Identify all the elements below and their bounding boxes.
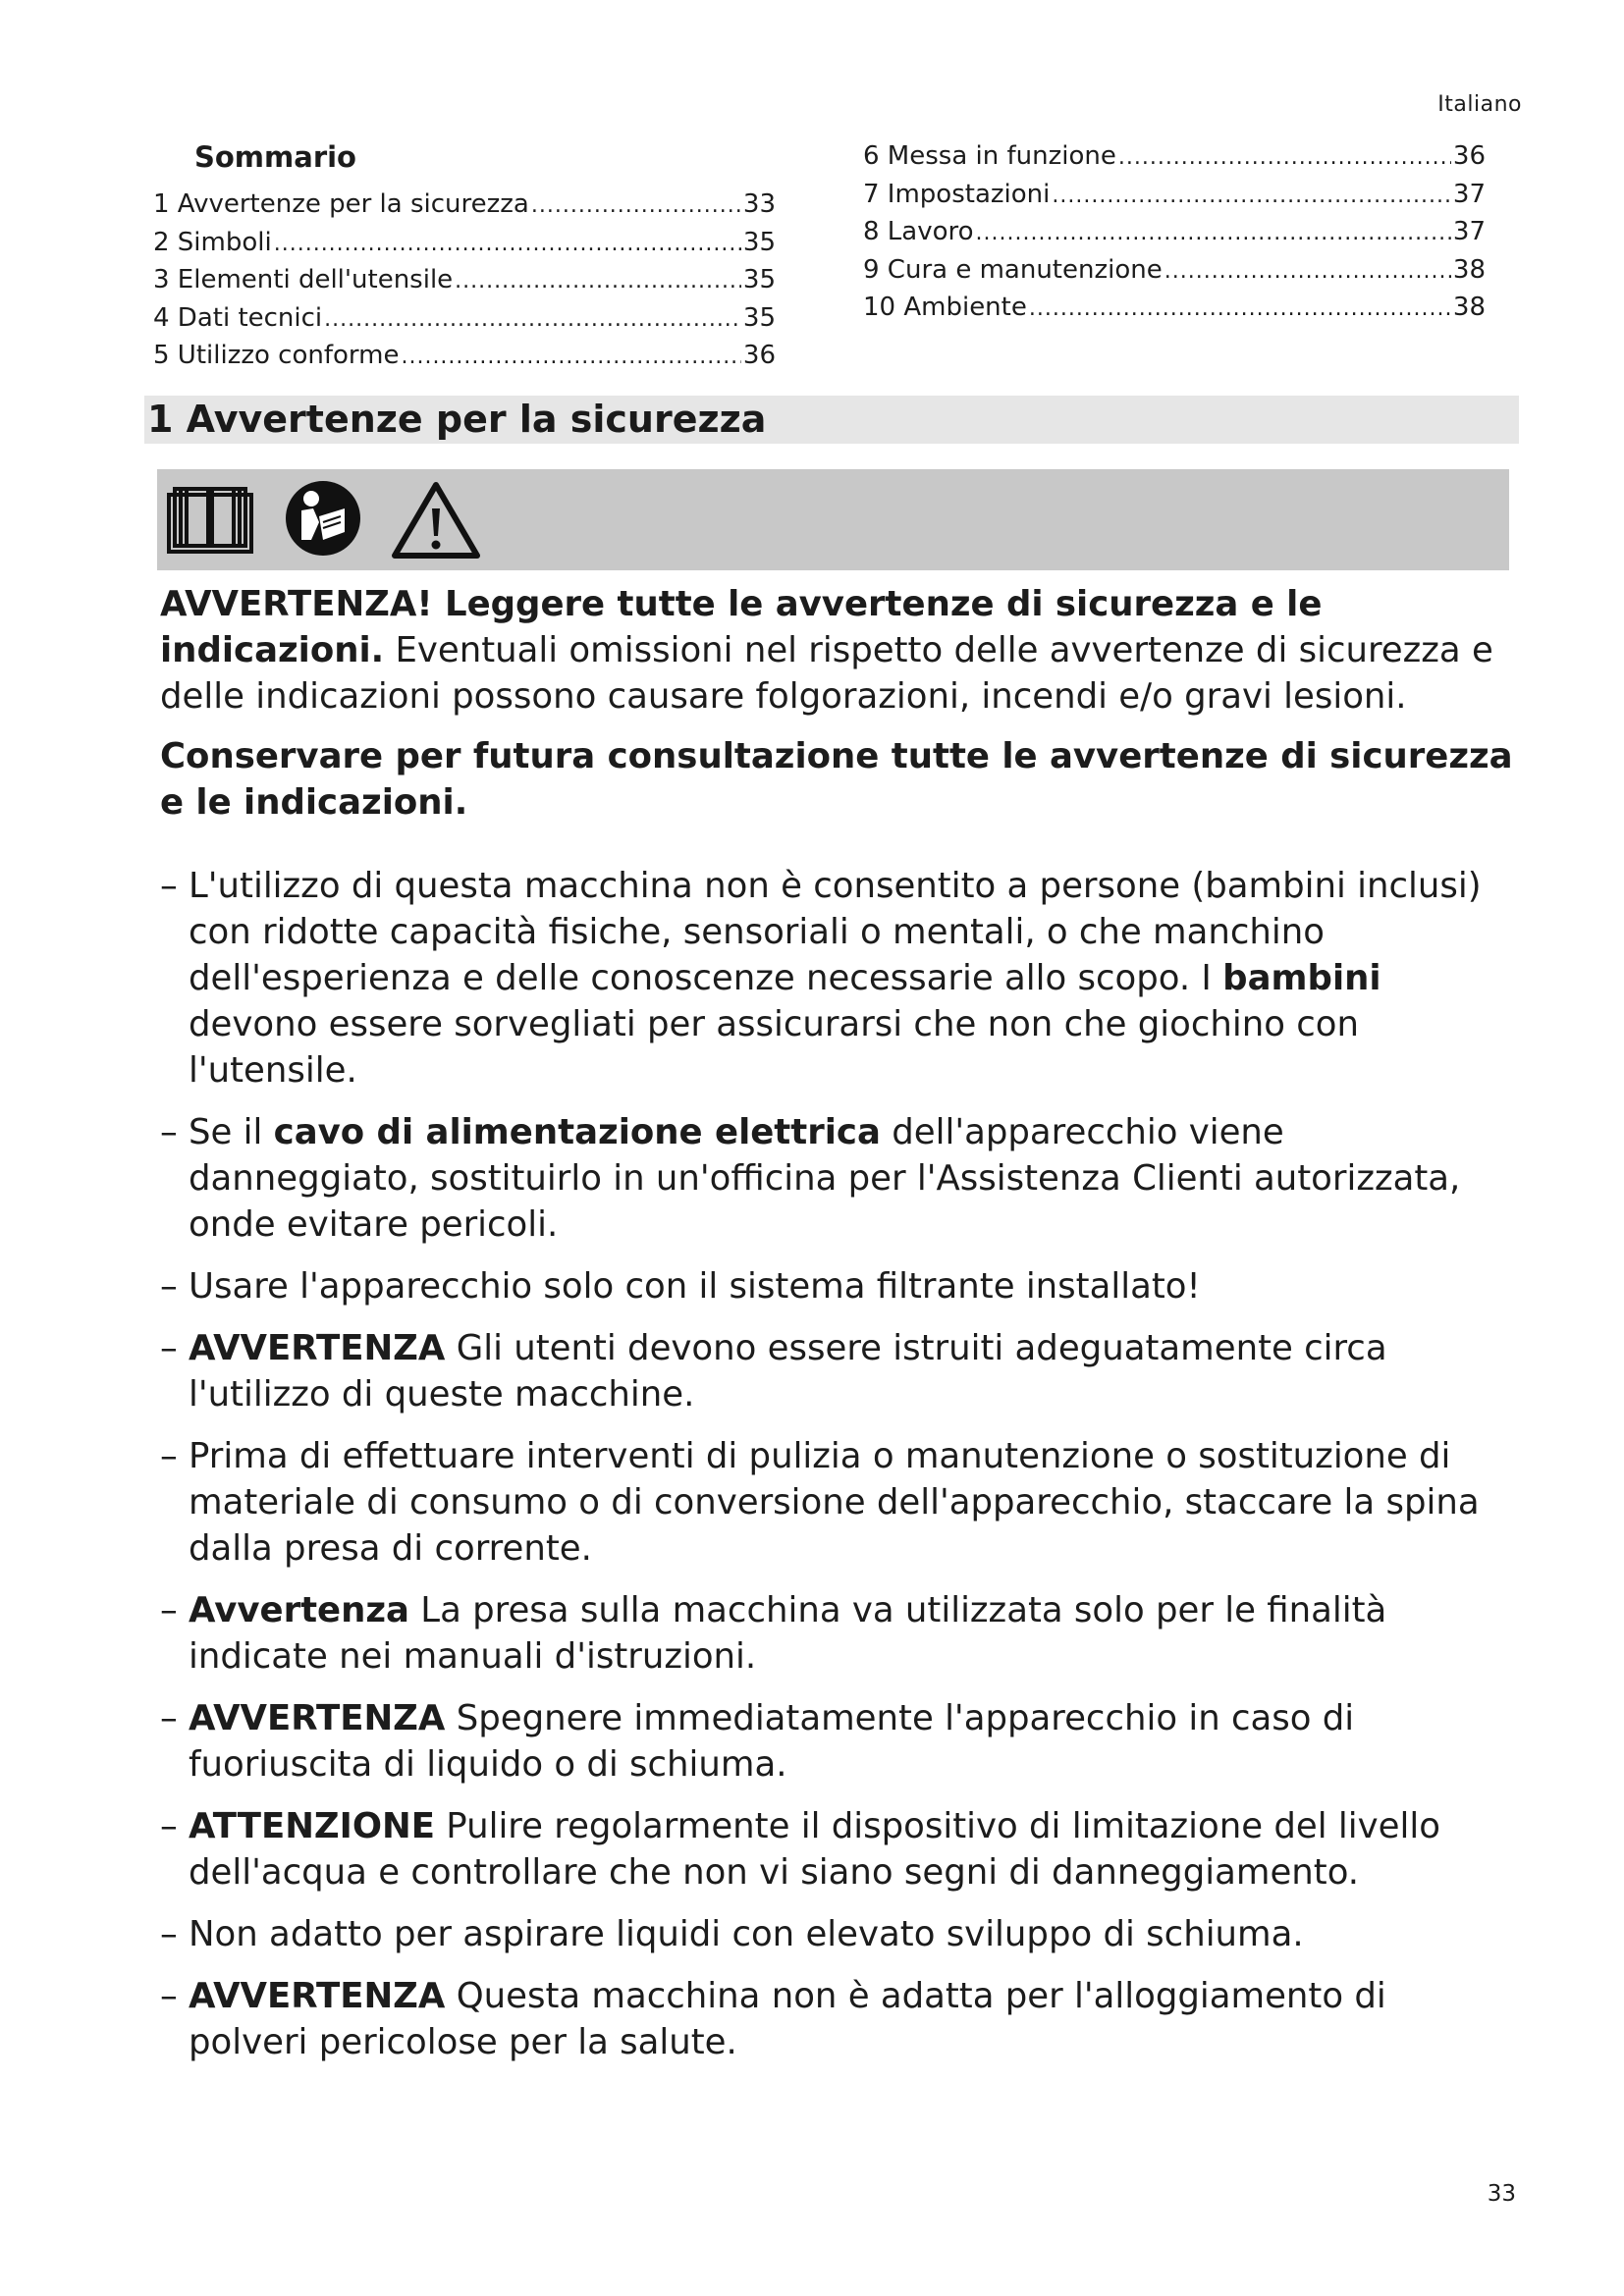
bullet-text: Gli utenti devono essere istruiti adeguatamente circa l'utilizzo di queste macchine.: [189, 1328, 1387, 1415]
toc-entry[interactable]: [153, 338, 776, 376]
safety-bullet-list: [160, 863, 1515, 2065]
bullet-emphasis: ATTENZIONE: [189, 1806, 436, 1846]
toc-entry-label: 4 Dati tecnici: [153, 302, 323, 333]
warning-heading: AVVERTENZA! Leggere tutte le avvertenze di sicurezza e le indicazioni.: [160, 584, 1323, 670]
toc-entry-label: 5 Utilizzo conforme: [153, 341, 400, 370]
toc-entry[interactable]: [863, 290, 1486, 328]
toc-leader-dots: [324, 302, 741, 339]
warning-triangle-icon: [389, 479, 483, 565]
toc-entry-label: 10 Ambiente: [863, 293, 1027, 322]
toc-leader-dots: [1164, 254, 1451, 291]
toc-leader-dots: [401, 340, 740, 376]
toc-entry-page: 35: [742, 302, 776, 333]
safety-bullet-item: – Non adatto per aspirare liquidi con elevato sviluppo di schiuma.: [160, 1914, 1304, 1954]
safety-bullet-item: – Se il cavo di alimentazione elettrica dell'apparecchio viene danneggiato, sostituirlo in un'officina per l'Assistenza Clienti autorizzata, onde evitare pericoli.: [160, 1112, 1461, 1245]
page-number: 33: [1487, 2181, 1516, 2207]
toc-leader-dots: [274, 227, 741, 263]
safety-bullet-item: – Usare l'apparecchio solo con il sistema filtrante installato!: [160, 1266, 1201, 1307]
safety-bullet-item: – AVVERTENZA Gli utenti devono essere istruiti adeguatamente circa l'utilizzo di queste macchine.: [160, 1328, 1387, 1415]
bullet-emphasis: Avvertenza: [189, 1590, 410, 1630]
toc-entry-label: 8 Lavoro: [863, 217, 974, 246]
bullet-text: La presa sulla macchina va utilizzata solo per le finalità indicate nei manuali d'istruzioni.: [189, 1590, 1387, 1677]
warning-paragraph: [160, 581, 1515, 720]
read-instructions-icon: [284, 479, 362, 561]
toc-entry-label: 9 Cura e manutenzione: [863, 254, 1163, 285]
toc-entry[interactable]: [863, 138, 1486, 177]
language-label: Italiano: [1437, 92, 1522, 117]
symbol-bar: [157, 469, 1509, 570]
toc-leader-dots: [976, 216, 1451, 252]
toc-entry[interactable]: [863, 252, 1486, 291]
bullet-text: Se il: [189, 1112, 274, 1152]
toc-entry-page: 37: [1452, 179, 1486, 209]
safety-bullet-item: – AVVERTENZA Spegnere immediatamente l'apparecchio in caso di fuoriuscita di liquido o di schiuma.: [160, 1698, 1355, 1785]
bullet-text: dell'apparecchio viene danneggiato, sostituirlo in un'officina per l'Assistenza Clienti autorizzata, onde evitare pericoli.: [189, 1112, 1461, 1245]
safety-content: [160, 581, 1515, 2081]
bullet-text: Usare l'apparecchio solo con il sistema filtrante installato!: [189, 1266, 1201, 1307]
toc-column-right: [863, 138, 1486, 328]
safety-bullet-item: – Avvertenza La presa sulla macchina va utilizzata solo per le finalità indicate nei manuali d'istruzioni.: [160, 1590, 1387, 1677]
toc-leader-dots: [1118, 140, 1451, 177]
toc-title: Sommario: [194, 140, 356, 174]
toc-entry[interactable]: [863, 214, 1486, 252]
toc-entry[interactable]: [153, 225, 776, 263]
bullet-emphasis: AVVERTENZA: [189, 1976, 446, 2016]
bullet-text: Non adatto per aspirare liquidi con elevato sviluppo di schiuma.: [189, 1914, 1304, 1954]
safety-bullet-item: – L'utilizzo di questa macchina non è consentito a persone (bambini inclusi) con ridotte capacità fisiche, sensoriali o mentali, o che manchino dell'esperienza e delle conoscenze necessarie allo scopo. I bambini devono essere sorvegliati per assicurarsi che non che giochino con l'utensile.: [160, 866, 1482, 1091]
toc-leader-dots: [455, 264, 741, 300]
bullet-emphasis: cavo di alimentazione elettrica: [273, 1112, 881, 1152]
bullet-text: Questa macchina non è adatta per l'alloggiamento di polveri pericolose per la salute.: [189, 1976, 1386, 2062]
safety-bullet-item: – ATTENZIONE Pulire regolarmente il dispositivo di limitazione del livello dell'acqua e controllare che non vi siano segni di danneggiamento.: [160, 1806, 1440, 1893]
bullet-text: Prima di effettuare interventi di pulizia o manutenzione o sostituzione di materiale di consumo o di conversione dell'apparecchio, staccare la spina dalla presa di corrente.: [189, 1436, 1480, 1569]
toc-entry-page: 38: [1452, 254, 1486, 285]
keep-instructions-text: Conservare per futura consultazione tutte le avvertenze di sicurezza e le indicazioni.: [160, 736, 1513, 823]
bullet-emphasis: AVVERTENZA: [189, 1328, 446, 1368]
section-header: [144, 396, 1519, 444]
toc-entry[interactable]: [153, 187, 776, 225]
toc-entry-label: 7 Impostazioni: [863, 179, 1051, 209]
bullet-text: devono essere sorvegliati per assicurarsi che non che giochino con l'utensile.: [189, 1004, 1359, 1091]
toc-entry-page: 35: [742, 265, 776, 294]
book-manual-icon: [165, 479, 255, 561]
toc-entry-page: 33: [742, 189, 776, 219]
toc-entry[interactable]: [153, 262, 776, 300]
warning-text: Eventuali omissioni nel rispetto delle avvertenze di sicurezza e delle indicazioni possono causare folgorazioni, incendi e/o gravi lesioni.: [160, 630, 1493, 717]
toc-leader-dots: [531, 188, 741, 225]
bullet-emphasis: bambini: [1222, 958, 1381, 998]
toc-entry-label: 3 Elementi dell'utensile: [153, 265, 454, 294]
toc-entry-page: 36: [742, 341, 776, 370]
toc-entry[interactable]: [153, 300, 776, 339]
bullet-text: Spegnere immediatamente l'apparecchio in caso di fuoriuscita di liquido o di schiuma.: [189, 1698, 1355, 1785]
toc-entry-page: 35: [742, 227, 776, 257]
toc-entry-label: 2 Simboli: [153, 227, 272, 257]
bullet-text: Pulire regolarmente il dispositivo di limitazione del livello dell'acqua e controllare che non vi siano segni di danneggiamento.: [189, 1806, 1440, 1893]
section-title: 1 Avvertenze per la sicurezza: [147, 398, 767, 441]
bullet-text: L'utilizzo di questa macchina non è consentito a persone (bambini inclusi) con ridotte capacità fisiche, sensoriali o mentali, o che manchino dell'esperienza e delle conoscenze necessarie allo scopo. I: [189, 866, 1482, 998]
toc-leader-dots: [1052, 179, 1451, 215]
bullet-emphasis: AVVERTENZA: [189, 1698, 446, 1738]
toc-column-left: [153, 187, 776, 376]
safety-bullet-item: – AVVERTENZA Questa macchina non è adatta per l'alloggiamento di polveri pericolose per la salute.: [160, 1976, 1386, 2062]
toc-entry-page: 38: [1452, 293, 1486, 322]
toc-entry-label: 6 Messa in funzione: [863, 141, 1116, 171]
toc-entry-page: 37: [1452, 217, 1486, 246]
toc-leader-dots: [1029, 292, 1451, 328]
toc-entry-page: 36: [1452, 141, 1486, 171]
safety-bullet-item: – Prima di effettuare interventi di pulizia o manutenzione o sostituzione di materiale di consumo o di conversione dell'apparecchio, staccare la spina dalla presa di corrente.: [160, 1436, 1480, 1569]
toc-entry-label: 1 Avvertenze per la sicurezza: [153, 189, 529, 219]
toc-entry[interactable]: [863, 177, 1486, 215]
